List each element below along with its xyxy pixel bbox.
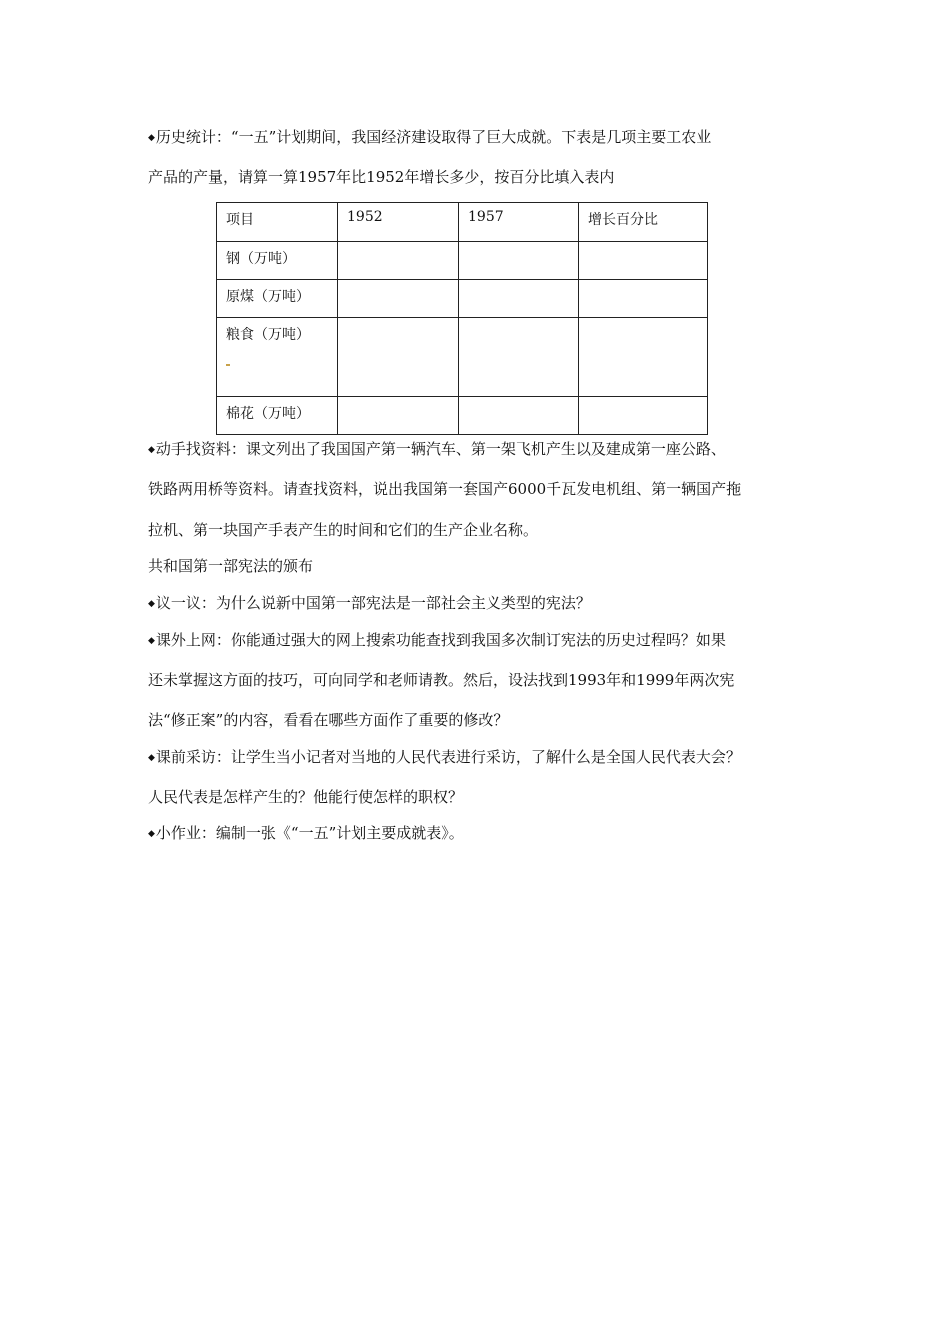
research-paragraph-line-1 xyxy=(148,439,726,460)
table-row xyxy=(217,318,708,397)
diamond-bullet-icon: ◆ xyxy=(148,753,155,763)
diamond-bullet-icon: ◆ xyxy=(148,636,155,646)
table-header-cell: 1957 xyxy=(459,203,579,242)
table-cell xyxy=(338,397,459,435)
table-cell xyxy=(459,280,579,318)
table-header-cell: 增长百分比 xyxy=(579,203,708,242)
diamond-bullet-icon: ◆ xyxy=(148,445,155,455)
table-cell xyxy=(338,318,459,397)
discussion-text: 议一议：为什么说新中国第一部宪法是一部社会主义类型的宪法？ xyxy=(155,594,591,612)
online-paragraph-line-1 xyxy=(148,630,726,651)
online-paragraph-line-2: 还未掌握这方面的技巧，可向同学和老师请教。然后，设法找到1993年和1999年两次宪 xyxy=(148,671,735,689)
online-paragraph-line-3: 法“修正案”的内容，看看在哪些方面作了重要的修改？ xyxy=(148,711,509,729)
interview-paragraph-line-1 xyxy=(148,747,741,768)
table-cell-text: 粮食（万吨） xyxy=(226,327,310,343)
research-text-1: 动手找资料：课文列出了我国国产第一辆汽车、第一架飞机产生以及建成第一座公路、 xyxy=(155,440,726,458)
interview-paragraph-line-2: 人民代表是怎样产生的？他能行使怎样的职权？ xyxy=(148,788,464,806)
table-cell xyxy=(338,242,459,280)
diamond-bullet-icon: ◆ xyxy=(148,829,155,839)
homework-text: 小作业：编制一张《“一五”计划主要成就表》。 xyxy=(155,824,464,842)
interview-text-1: 课前采访：让学生当小记者对当地的人民代表进行采访，了解什么是全国人民代表大会？ xyxy=(155,748,741,766)
table-row xyxy=(217,242,708,280)
table-row xyxy=(217,397,708,435)
research-paragraph-line-2: 铁路两用桥等资料。请查找资料，说出我国第一套国产6000千瓦发电机组、第一辆国产拖 xyxy=(148,480,742,498)
table-header-row xyxy=(217,203,708,242)
table-cell xyxy=(579,318,708,397)
constitution-heading: 共和国第一部宪法的颁布 xyxy=(148,557,314,575)
table-cell: 棉花（万吨） xyxy=(217,397,338,435)
stats-paragraph-line-1 xyxy=(148,127,711,148)
diamond-bullet-icon: ◆ xyxy=(148,599,155,609)
table-row xyxy=(217,280,708,318)
research-paragraph-line-3: 拉机、第一块国产手表产生的时间和它们的生产企业名称。 xyxy=(148,521,539,539)
stats-paragraph-line-2: 产品的产量，请算一算1957年比1952年增长多少，按百分比填入表内 xyxy=(148,168,615,186)
discussion-paragraph xyxy=(148,593,591,614)
table-cell xyxy=(579,242,708,280)
table-cell xyxy=(579,280,708,318)
table-cell-with-mark xyxy=(217,318,338,397)
table-cell: 原煤（万吨） xyxy=(217,280,338,318)
online-text-1: 课外上网：你能通过强大的网上搜索功能查找到我国多次制订宪法的历史过程吗？如果 xyxy=(155,631,726,649)
table-cell xyxy=(459,397,579,435)
production-table xyxy=(216,202,708,435)
table-cell: 钢（万吨） xyxy=(217,242,338,280)
table-header-cell: 项目 xyxy=(217,203,338,242)
stats-text-1: 历史统计：“一五”计划期间，我国经济建设取得了巨大成就。下表是几项主要工农业 xyxy=(155,128,712,146)
table-header-cell: 1952 xyxy=(338,203,459,242)
diamond-bullet-icon: ◆ xyxy=(148,133,155,143)
table-cell xyxy=(338,280,459,318)
table-cell xyxy=(459,242,579,280)
table-cell xyxy=(579,397,708,435)
homework-paragraph xyxy=(148,823,464,844)
table-cell xyxy=(459,318,579,397)
edit-mark-icon xyxy=(226,364,230,366)
